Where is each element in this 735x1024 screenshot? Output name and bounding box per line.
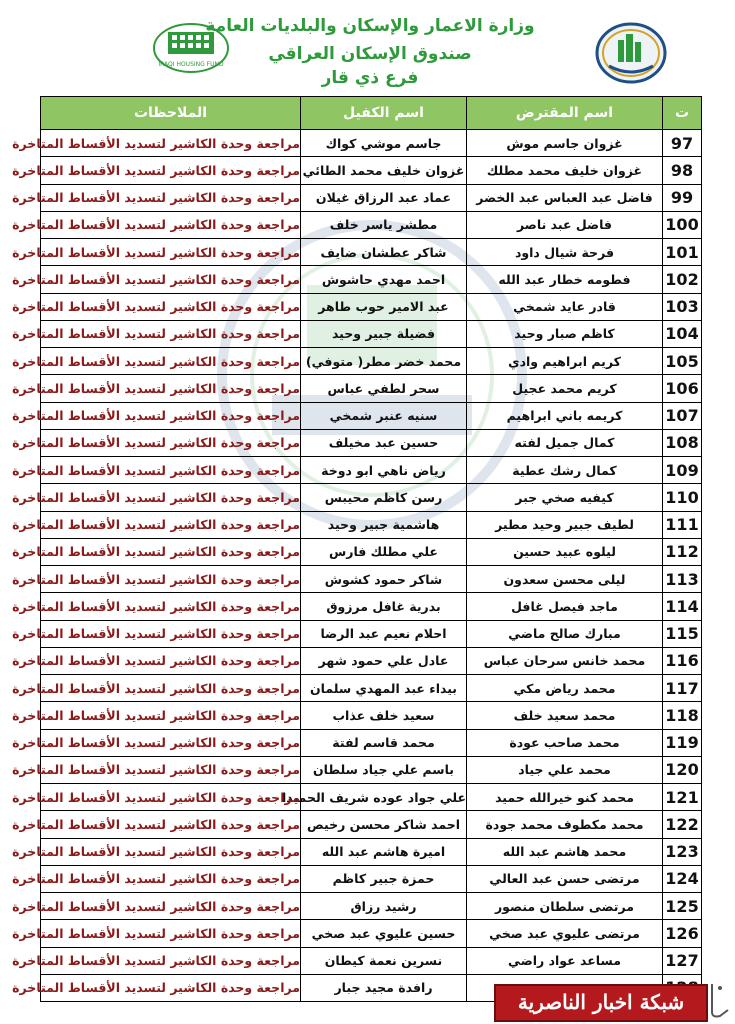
- guarantor-name: حسين عليوي عبد صخي: [301, 920, 467, 947]
- borrower-name: كريمه باني ابراهيم: [467, 402, 663, 429]
- borrower-name: لطيف جبير وحيد مطير: [467, 511, 663, 538]
- row-number: 100: [663, 211, 702, 238]
- row-note: مراجعة وحدة الكاشير لتسديد الأقساط المتاخرة: [41, 647, 301, 674]
- row-number: 120: [663, 756, 702, 783]
- guarantor-name: عبد الامير حوب طاهر: [301, 293, 467, 320]
- row-number: 123: [663, 838, 702, 865]
- table-row: [41, 320, 702, 347]
- row-number: 106: [663, 375, 702, 402]
- table-row: [41, 784, 702, 811]
- row-note: مراجعة وحدة الكاشير لتسديد الأقساط المتاخرة: [41, 484, 301, 511]
- row-number: 105: [663, 348, 702, 375]
- row-number: 121: [663, 784, 702, 811]
- fund-title: صندوق الإسكان العراقي: [268, 44, 472, 64]
- guarantor-name: حمزة جبير كاظم: [301, 865, 467, 892]
- table-row: [41, 457, 702, 484]
- table-row: [41, 293, 702, 320]
- guarantor-name: رافدة مجيد جبار: [301, 974, 467, 1001]
- guarantor-name: رشيد رزاق: [301, 893, 467, 920]
- table-body: [12, 130, 702, 1002]
- table-row: [41, 130, 702, 157]
- guarantor-name: نسرين نعمة كيطان: [301, 947, 467, 974]
- guarantor-name: علي جواد عوده شريف الحميدا: [301, 784, 467, 811]
- borrower-name: فطومه خطار عبد الله: [467, 266, 663, 293]
- row-note: مراجعة وحدة الكاشير لتسديد الأقساط المتاخرة: [41, 893, 301, 920]
- guarantor-name: بدرية غافل مرزوق: [301, 593, 467, 620]
- table-row: [41, 375, 702, 402]
- borrower-name: محمد هاشم عبد الله: [467, 838, 663, 865]
- guarantor-name: جاسم موشي كواك: [301, 130, 467, 157]
- row-number: 104: [663, 320, 702, 347]
- table-row: [41, 211, 702, 238]
- borrower-name: كمال جميل لفته: [467, 429, 663, 456]
- row-number: 124: [663, 865, 702, 892]
- borrower-name: محمد كنو خيرالله حميد: [467, 784, 663, 811]
- table-row: [41, 429, 702, 456]
- borrower-name: كاظم صبار وحيد: [467, 320, 663, 347]
- borrower-name: غزوان خليف محمد مطلك: [467, 157, 663, 184]
- row-note: مراجعة وحدة الكاشير لتسديد الأقساط المتاخرة: [41, 675, 301, 702]
- row-note: مراجعة وحدة الكاشير لتسديد الأقساط المتاخرة: [41, 756, 301, 783]
- guarantor-name: فضيلة جبير وحيد: [301, 320, 467, 347]
- borrower-name: فرحة شيال داود: [467, 239, 663, 266]
- borrower-name: مرتضى حسن عبد العالي: [467, 865, 663, 892]
- guarantor-name: شاكر عطشان ضايف: [301, 239, 467, 266]
- row-note: مراجعة وحدة الكاشير لتسديد الأقساط المتاخرة: [41, 620, 301, 647]
- borrower-name: ليلى محسن سعدون: [467, 566, 663, 593]
- row-number: 98: [663, 157, 702, 184]
- borrower-name: مساعد عواد راضي: [467, 947, 663, 974]
- row-number: 114: [663, 593, 702, 620]
- row-number: 112: [663, 538, 702, 565]
- guarantor-name: احمد مهدي حاشوش: [301, 266, 467, 293]
- guarantor-name: بيداء عبد المهدي سلمان: [301, 675, 467, 702]
- stamp-text: شبكة اخبار الناصرية: [517, 990, 685, 1014]
- borrowers-table: [12, 96, 702, 1002]
- borrower-name: محمد مكطوف محمد جودة: [467, 811, 663, 838]
- row-note: مراجعة وحدة الكاشير لتسديد الأقساط المتاخرة: [41, 157, 301, 184]
- borrower-name: ماجد فيصل غافل: [467, 593, 663, 620]
- pen-mark-icon: [706, 980, 732, 1020]
- column-header-index: ت: [663, 97, 702, 130]
- table-row: [41, 157, 702, 184]
- table-header-row: [41, 97, 702, 130]
- table-row: [41, 402, 702, 429]
- table-row: [41, 920, 702, 947]
- row-number: 110: [663, 484, 702, 511]
- column-header-notes: الملاحظات: [41, 97, 301, 130]
- row-note: مراجعة وحدة الكاشير لتسديد الأقساط المتاخرة: [41, 402, 301, 429]
- row-note: مراجعة وحدة الكاشير لتسديد الأقساط المتاخرة: [41, 266, 301, 293]
- table-row: [41, 538, 702, 565]
- table-row: [41, 811, 702, 838]
- table-row: [41, 893, 702, 920]
- guarantor-name: باسم علي جياد سلطان: [301, 756, 467, 783]
- guarantor-name: احمد شاكر محسن رخيص: [301, 811, 467, 838]
- row-number: 115: [663, 620, 702, 647]
- row-note: مراجعة وحدة الكاشير لتسديد الأقساط المتاخرة: [41, 211, 301, 238]
- table-row: [41, 947, 702, 974]
- row-note: مراجعة وحدة الكاشير لتسديد الأقساط المتاخرة: [41, 593, 301, 620]
- row-number: 102: [663, 266, 702, 293]
- ministry-emblem-icon: [595, 22, 667, 84]
- row-note: مراجعة وحدة الكاشير لتسديد الأقساط المتاخرة: [41, 320, 301, 347]
- row-note: مراجعة وحدة الكاشير لتسديد الأقساط المتاخرة: [41, 838, 301, 865]
- table-row: [41, 184, 702, 211]
- guarantor-name: محمد خضر مطر( متوفي): [301, 348, 467, 375]
- guarantor-name: رسن كاظم محيبس: [301, 484, 467, 511]
- row-number: 101: [663, 239, 702, 266]
- borrower-name: مرتضى سلطان منصور: [467, 893, 663, 920]
- table-row: [41, 729, 702, 756]
- guarantor-name: هاشمية جبير وحيد: [301, 511, 467, 538]
- guarantor-name: حسين عبد مخيلف: [301, 429, 467, 456]
- borrower-name: ليلوه عبيد حسين: [467, 538, 663, 565]
- table-row: [41, 865, 702, 892]
- borrower-name: قادر عايد شمخي: [467, 293, 663, 320]
- row-number: 119: [663, 729, 702, 756]
- row-note: مراجعة وحدة الكاشير لتسديد الأقساط المتاخرة: [41, 457, 301, 484]
- table-row: [41, 675, 702, 702]
- row-note: مراجعة وحدة الكاشير لتسديد الأقساط المتاخرة: [41, 293, 301, 320]
- row-note: مراجعة وحدة الكاشير لتسديد الأقساط المتاخرة: [41, 375, 301, 402]
- row-note: مراجعة وحدة الكاشير لتسديد الأقساط المتاخرة: [41, 784, 301, 811]
- row-number: 116: [663, 647, 702, 674]
- column-header-borrower: اسم المقترض: [467, 97, 663, 130]
- document-header: [0, 0, 735, 95]
- row-number: 103: [663, 293, 702, 320]
- borrower-name: كيفيه صخي جبر: [467, 484, 663, 511]
- row-note: مراجعة وحدة الكاشير لتسديد الأقساط المتاخرة: [41, 920, 301, 947]
- borrower-name: فاضل عبد العباس عبد الخضر: [467, 184, 663, 211]
- table-row: [41, 838, 702, 865]
- borrower-name: كريم محمد عجيل: [467, 375, 663, 402]
- row-note: مراجعة وحدة الكاشير لتسديد الأقساط المتاخرة: [41, 511, 301, 538]
- logo-caption: IRAQI HOUSING FUND: [158, 61, 224, 68]
- row-number: 108: [663, 429, 702, 456]
- borrower-name: محمد علي جياد: [467, 756, 663, 783]
- borrower-name: فاضل عبد ناصر: [467, 211, 663, 238]
- row-note: مراجعة وحدة الكاشير لتسديد الأقساط المتاخرة: [41, 184, 301, 211]
- news-network-stamp: [494, 984, 708, 1022]
- row-number: 99: [663, 184, 702, 211]
- row-note: مراجعة وحدة الكاشير لتسديد الأقساط المتاخرة: [41, 702, 301, 729]
- row-note: مراجعة وحدة الكاشير لتسديد الأقساط المتاخرة: [41, 811, 301, 838]
- row-number: 122: [663, 811, 702, 838]
- table-row: [41, 756, 702, 783]
- guarantor-name: علي مطلك فارس: [301, 538, 467, 565]
- guarantor-name: شاكر حمود كشوش: [301, 566, 467, 593]
- borrower-name: محمد رياض مكي: [467, 675, 663, 702]
- borrower-name: مبارك صالح ماضي: [467, 620, 663, 647]
- row-number: 117: [663, 675, 702, 702]
- table-row: [41, 702, 702, 729]
- row-note: مراجعة وحدة الكاشير لتسديد الأقساط المتاخرة: [41, 429, 301, 456]
- row-number: 125: [663, 893, 702, 920]
- table-row: [41, 566, 702, 593]
- row-note: مراجعة وحدة الكاشير لتسديد الأقساط المتاخرة: [41, 947, 301, 974]
- table-row: [41, 348, 702, 375]
- guarantor-name: غزوان خليف محمد الطائي: [301, 157, 467, 184]
- row-number: 118: [663, 702, 702, 729]
- table-row: [41, 620, 702, 647]
- ministry-title: وزارة الاعمار والإسكان والبلديات العامة: [205, 16, 535, 36]
- guarantor-name: سحر لطفي عباس: [301, 375, 467, 402]
- row-number: 113: [663, 566, 702, 593]
- row-number: 111: [663, 511, 702, 538]
- borrower-name: كريم ابراهيم وادي: [467, 348, 663, 375]
- column-header-guarantor: اسم الكفيل: [301, 97, 467, 130]
- row-number: 109: [663, 457, 702, 484]
- guarantor-name: مطشر ياسر خلف: [301, 211, 467, 238]
- table-row: [41, 647, 702, 674]
- borrower-name: محمد خانس سرحان عباس: [467, 647, 663, 674]
- table-row: [41, 511, 702, 538]
- guarantor-name: سعيد خلف عذاب: [301, 702, 467, 729]
- guarantor-name: احلام نعيم عبد الرضا: [301, 620, 467, 647]
- row-number: 97: [663, 130, 702, 157]
- row-number: 127: [663, 947, 702, 974]
- table-row: [41, 484, 702, 511]
- row-note: مراجعة وحدة الكاشير لتسديد الأقساط المتاخرة: [41, 566, 301, 593]
- table-row: [41, 266, 702, 293]
- borrower-name: غزوان جاسم موش: [467, 130, 663, 157]
- borrower-name: كمال رشك عطية: [467, 457, 663, 484]
- borrower-name: محمد صاحب عودة: [467, 729, 663, 756]
- guarantor-name: اميرة هاشم عبد الله: [301, 838, 467, 865]
- branch-title: فرع ذي قار: [321, 68, 419, 88]
- borrower-name: مرتضى عليوي عبد صخي: [467, 920, 663, 947]
- row-note: مراجعة وحدة الكاشير لتسديد الأقساط المتاخرة: [41, 239, 301, 266]
- row-note: مراجعة وحدة الكاشير لتسديد الأقساط المتاخرة: [41, 974, 301, 1001]
- table-row: [41, 239, 702, 266]
- guarantor-name: سنيه عنبر شمخي: [301, 402, 467, 429]
- guarantor-name: رياض ناهي ابو دوخة: [301, 457, 467, 484]
- row-number: 107: [663, 402, 702, 429]
- row-number: 126: [663, 920, 702, 947]
- row-note: مراجعة وحدة الكاشير لتسديد الأقساط المتاخرة: [41, 130, 301, 157]
- table-row: [41, 593, 702, 620]
- row-note: مراجعة وحدة الكاشير لتسديد الأقساط المتاخرة: [41, 348, 301, 375]
- row-note: مراجعة وحدة الكاشير لتسديد الأقساط المتاخرة: [41, 538, 301, 565]
- guarantor-name: عادل علي حمود شهر: [301, 647, 467, 674]
- row-note: مراجعة وحدة الكاشير لتسديد الأقساط المتاخرة: [41, 865, 301, 892]
- row-note: مراجعة وحدة الكاشير لتسديد الأقساط المتاخرة: [41, 729, 301, 756]
- borrower-name: محمد سعيد خلف: [467, 702, 663, 729]
- guarantor-name: محمد قاسم لفتة: [301, 729, 467, 756]
- guarantor-name: عماد عبد الرزاق غيلان: [301, 184, 467, 211]
